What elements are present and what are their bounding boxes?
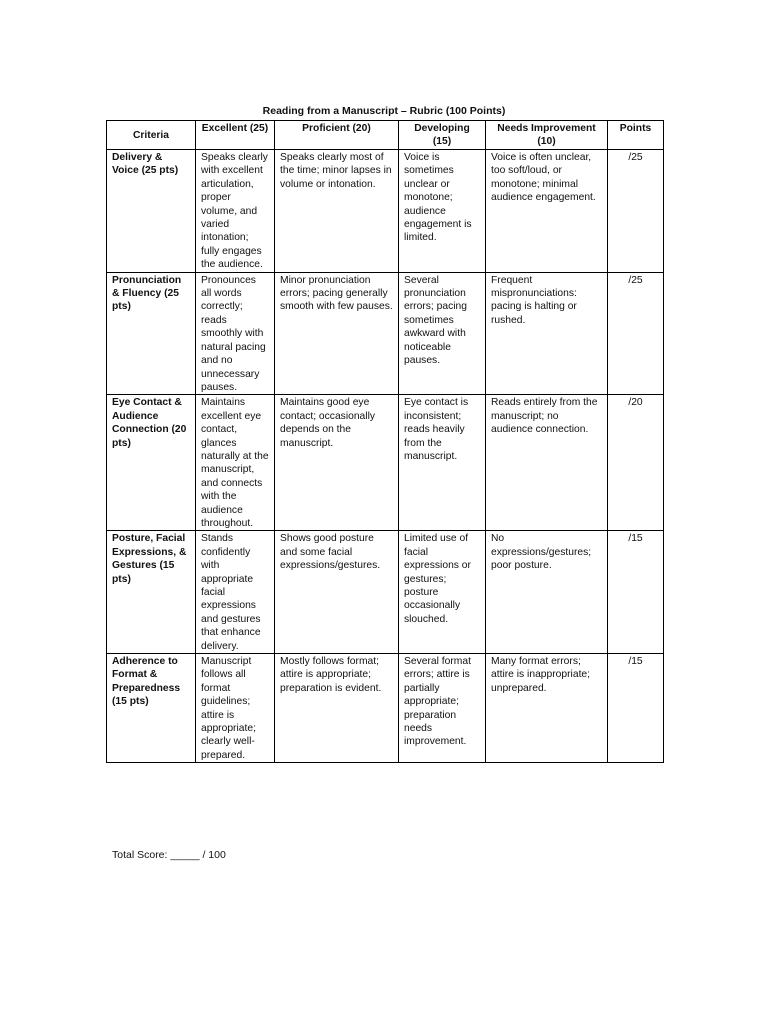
excellent-cell: Speaks clearly with excellent articulation, proper volume, and varied intonation; fully engages the audience. [196, 150, 275, 273]
excellent-cell: Maintains excellent eye contact, glances naturally at the manuscript, and connects with the audience throughout. [196, 395, 275, 531]
needs-improvement-cell: Many format errors; attire is inappropriate; unprepared. [486, 654, 608, 763]
table-row [107, 531, 664, 654]
criterion-cell: Pronunciation & Fluency (25 pts) [107, 272, 196, 395]
criterion-cell: Eye Contact & Audience Connection (20 pts) [107, 395, 196, 531]
points-cell: /20 [608, 395, 664, 531]
table-row [107, 272, 664, 395]
criterion-cell: Delivery & Voice (25 pts) [107, 150, 196, 273]
excellent-cell: Stands confidently with appropriate facial expressions and gestures that enhance delivery. [196, 531, 275, 654]
proficient-cell: Mostly follows format; attire is appropriate; preparation is evident. [275, 654, 399, 763]
developing-cell: Eye contact is inconsistent; reads heavily from the manuscript. [399, 395, 486, 531]
points-cell: /25 [608, 272, 664, 395]
proficient-cell: Maintains good eye contact; occasionally depends on the manuscript. [275, 395, 399, 531]
needs-improvement-cell: Voice is often unclear, too soft/loud, or monotone; minimal audience engagement. [486, 150, 608, 273]
total-score: Total Score: _____ / 100 [112, 849, 226, 861]
needs-improvement-cell: No expressions/gestures; poor posture. [486, 531, 608, 654]
header-developing: Developing (15) [399, 121, 486, 150]
points-cell: /25 [608, 150, 664, 273]
criterion-cell: Adherence to Format & Preparedness (15 pts) [107, 654, 196, 763]
rubric-table [106, 120, 664, 763]
header-points: Points [608, 121, 664, 150]
developing-cell: Several format errors; attire is partially appropriate; preparation needs improvement. [399, 654, 486, 763]
table-row [107, 395, 664, 531]
header-row [107, 121, 664, 150]
points-cell: /15 [608, 654, 664, 763]
points-cell: /15 [608, 531, 664, 654]
table-row [107, 150, 664, 273]
developing-cell: Several pronunciation errors; pacing sometimes awkward with noticeable pauses. [399, 272, 486, 395]
criterion-cell: Posture, Facial Expressions, & Gestures (15 pts) [107, 531, 196, 654]
header-excellent: Excellent (25) [196, 121, 275, 150]
proficient-cell: Minor pronunciation errors; pacing generally smooth with few pauses. [275, 272, 399, 395]
needs-improvement-cell: Frequent mispronunciations: pacing is halting or rushed. [486, 272, 608, 395]
header-needs-improvement: Needs Improvement (10) [486, 121, 608, 150]
developing-cell: Voice is sometimes unclear or monotone; audience engagement is limited. [399, 150, 486, 273]
excellent-cell: Manuscript follows all format guidelines; attire is appropriate; clearly well-prepared. [196, 654, 275, 763]
header-criteria: Criteria [107, 121, 196, 150]
developing-cell: Limited use of facial expressions or gestures; posture occasionally slouched. [399, 531, 486, 654]
excellent-cell: Pronounces all words correctly; reads smoothly with natural pacing and no unnecessary pauses. [196, 272, 275, 395]
proficient-cell: Shows good posture and some facial expressions/gestures. [275, 531, 399, 654]
needs-improvement-cell: Reads entirely from the manuscript; no audience connection. [486, 395, 608, 531]
proficient-cell: Speaks clearly most of the time; minor lapses in volume or intonation. [275, 150, 399, 273]
rubric-title: Reading from a Manuscript – Rubric (100 Points) [262, 105, 506, 117]
table-row [107, 654, 664, 763]
header-proficient: Proficient (20) [275, 121, 399, 150]
